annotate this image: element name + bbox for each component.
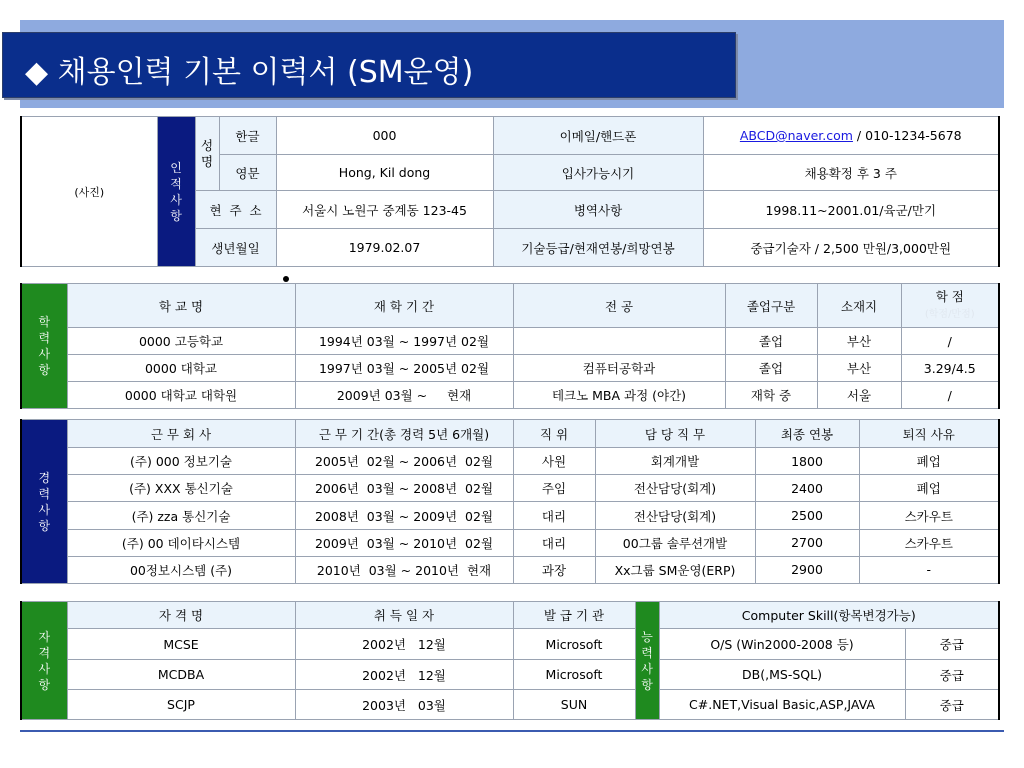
certs-side-label	[21, 602, 67, 720]
edu-cell: 컴퓨터공학과	[513, 355, 725, 382]
english-value: Hong, Kil dong	[276, 155, 493, 191]
email-phone-value	[703, 117, 999, 155]
career-cell: (주) 000 정보기술	[67, 448, 295, 475]
edu-cell: 부산	[817, 328, 901, 355]
cert-cell: 2003년 03월	[295, 690, 513, 720]
skill-level-cell: 중급	[905, 690, 999, 720]
cert-header-issuer: 발 급 기 관	[513, 602, 635, 629]
birth-label: 생년월일	[195, 229, 276, 267]
edu-cell: 1997년 03월 ~ 2005년 02월	[295, 355, 513, 382]
education-table	[20, 283, 1000, 409]
page-title: ◆ 채용인력 기본 이력서 (SM운영)	[25, 55, 474, 90]
bottom-divider	[20, 730, 1004, 732]
career-cell: 대리	[513, 529, 595, 556]
career-cell: 2006년 03월 ~ 2008년 02월	[295, 475, 513, 502]
career-cell: (주) 00 데이타시스템	[67, 529, 295, 556]
cert-header-date: 취 득 일 자	[295, 602, 513, 629]
career-cell: 스카우트	[859, 502, 999, 529]
side-text: 경력사항	[38, 470, 51, 533]
edu-cell: /	[901, 382, 999, 409]
career-cell: 2005년 02월 ~ 2006년 02월	[295, 448, 513, 475]
email-link[interactable]: ABCD@naver.com	[739, 128, 853, 143]
edu-cell: 0000 대학교	[67, 355, 295, 382]
career-cell: 1800	[755, 448, 859, 475]
military-value: 1998.11~2001.01/육군/만기	[703, 191, 999, 229]
address-value: 서울시 노원구 중계동 123-45	[276, 191, 493, 229]
cert-cell: Microsoft	[513, 660, 635, 690]
edu-cell: 재학 중	[725, 382, 817, 409]
birth-value: 1979.02.07	[276, 229, 493, 267]
side-text: 인적사항	[170, 160, 182, 223]
skill-cell: C#.NET,Visual Basic,ASP,JAVA	[659, 690, 905, 720]
career-cell: 전산담당(회계)	[595, 475, 755, 502]
skill-level-value: 중급기술자 / 2,500 만원/3,000만원	[703, 229, 999, 267]
edu-cell	[513, 328, 725, 355]
career-cell: 2700	[755, 529, 859, 556]
email-label: 이메일/핸드폰	[493, 117, 703, 155]
cert-cell: 2002년 12월	[295, 629, 513, 660]
edu-header-school: 학 교 명	[67, 284, 295, 328]
edu-cell: 1994년 03월 ~ 1997년 02월	[295, 328, 513, 355]
cert-cell: 2002년 12월	[295, 660, 513, 690]
career-cell: 폐업	[859, 475, 999, 502]
title-box	[2, 32, 736, 98]
edu-cell: 0000 고등학교	[67, 328, 295, 355]
career-header-company: 근 무 회 사	[67, 420, 295, 448]
edu-header-major: 전 공	[513, 284, 725, 328]
gpa-label: 학 점	[935, 288, 964, 304]
education-side-label	[21, 284, 67, 409]
career-cell: 사원	[513, 448, 595, 475]
career-cell: -	[859, 556, 999, 583]
edu-cell: 부산	[817, 355, 901, 382]
career-header-duty: 담 당 직 무	[595, 420, 755, 448]
edu-cell: 2009년 03월 ~ 현재	[295, 382, 513, 409]
career-header-reason: 퇴직 사유	[859, 420, 999, 448]
career-header-period: 근 무 기 간(총 경력 5년 6개월)	[295, 420, 513, 448]
career-cell: 2400	[755, 475, 859, 502]
edu-cell: 3.29/4.5	[901, 355, 999, 382]
cert-cell: SUN	[513, 690, 635, 720]
english-label: 영문	[219, 155, 276, 191]
photo-cell: (사진)	[21, 117, 157, 267]
hangul-value: 000	[276, 117, 493, 155]
edu-header-period: 재 학 기 간	[295, 284, 513, 328]
bullet-dot	[283, 276, 289, 282]
cert-header-name: 자 격 명	[67, 602, 295, 629]
military-label: 병역사항	[493, 191, 703, 229]
career-cell: 2009년 03월 ~ 2010년 02월	[295, 529, 513, 556]
skills-header: Computer Skill(항목변경가능)	[659, 602, 999, 629]
career-cell: 스카우트	[859, 529, 999, 556]
edu-cell: 서울	[817, 382, 901, 409]
career-cell: 회계개발	[595, 448, 755, 475]
personal-table	[20, 116, 1000, 267]
edu-cell: 졸업	[725, 328, 817, 355]
career-header-position: 직 위	[513, 420, 595, 448]
available-value: 채용확정 후 3 주	[703, 155, 999, 191]
edu-cell: /	[901, 328, 999, 355]
edu-cell: 졸업	[725, 355, 817, 382]
career-cell: 주임	[513, 475, 595, 502]
cert-cell: SCJP	[67, 690, 295, 720]
edu-cell: 0000 대학교 대학원	[67, 382, 295, 409]
edu-header-graduation: 졸업구분	[725, 284, 817, 328]
cert-cell: MCDBA	[67, 660, 295, 690]
skill-cell: O/S (Win2000-2008 등)	[659, 629, 905, 660]
career-cell: 2008년 03월 ~ 2009년 02월	[295, 502, 513, 529]
career-cell: 00정보시스템 (주)	[67, 556, 295, 583]
skills-side-label	[635, 602, 659, 720]
address-label: 현 주 소	[195, 191, 276, 229]
skill-level-label: 기술등급/현재연봉/희망연봉	[493, 229, 703, 267]
skill-level-cell: 중급	[905, 629, 999, 660]
skill-cell: DB(,MS-SQL)	[659, 660, 905, 690]
edu-header-location: 소재지	[817, 284, 901, 328]
career-cell: (주) XXX 통신기술	[67, 475, 295, 502]
skill-level-cell: 중급	[905, 660, 999, 690]
phone-value: / 010-1234-5678	[852, 128, 962, 143]
edu-header-gpa	[901, 284, 999, 328]
career-cell: Xx그룹 SM운영(ERP)	[595, 556, 755, 583]
career-cell: 2010년 03월 ~ 2010년 현재	[295, 556, 513, 583]
gpa-sub: (학점/만점)	[924, 308, 975, 320]
career-header-salary: 최종 연봉	[755, 420, 859, 448]
career-cell: 과장	[513, 556, 595, 583]
career-side-label	[21, 420, 67, 584]
personal-side-label	[157, 117, 195, 267]
name-label	[195, 117, 219, 191]
side-text: 자격사항	[38, 629, 51, 692]
certs-skills-table	[20, 601, 1000, 720]
side-text: 학력사항	[38, 315, 51, 377]
name-label-text: 성명	[200, 137, 214, 169]
available-label: 입사가능시기	[493, 155, 703, 191]
career-cell: 전산담당(회계)	[595, 502, 755, 529]
career-cell: 2900	[755, 556, 859, 583]
edu-cell: 테크노 MBA 과정 (야간)	[513, 382, 725, 409]
career-cell: 폐업	[859, 448, 999, 475]
hangul-label: 한글	[219, 117, 276, 155]
career-cell: 2500	[755, 502, 859, 529]
cert-cell: MCSE	[67, 629, 295, 660]
cert-cell: Microsoft	[513, 629, 635, 660]
career-cell: 00그룹 솔루션개발	[595, 529, 755, 556]
career-table	[20, 419, 1000, 584]
career-cell: 대리	[513, 502, 595, 529]
career-cell: (주) zza 통신기술	[67, 502, 295, 529]
side-text: 능력사항	[641, 629, 653, 692]
